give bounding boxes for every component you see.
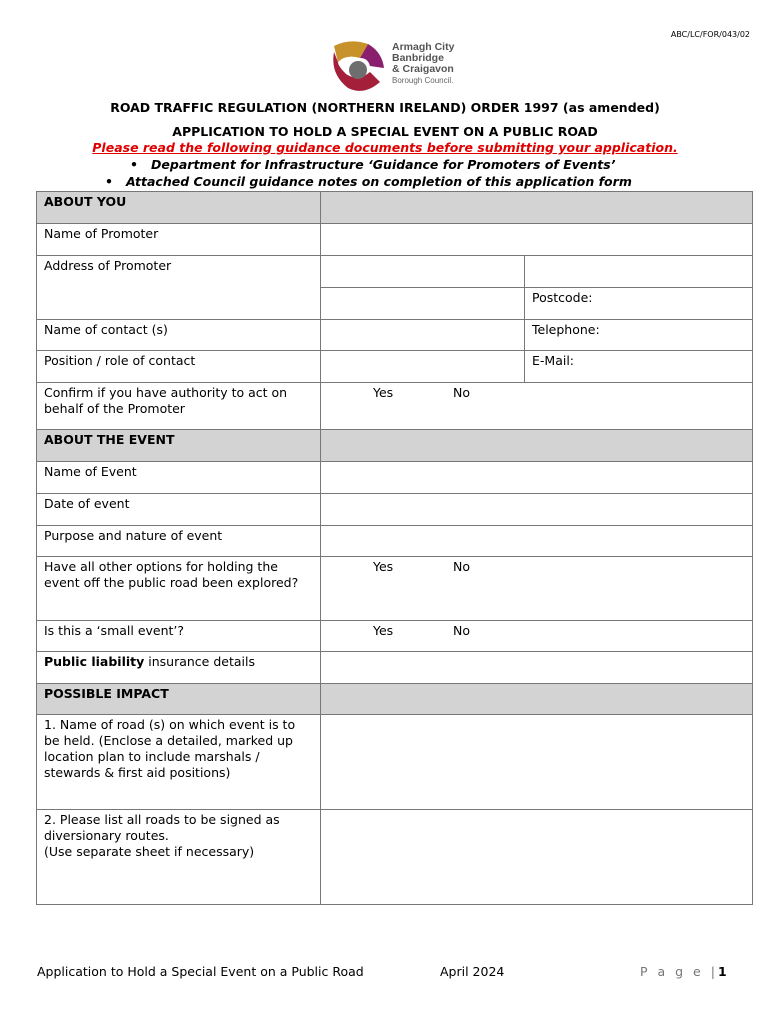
field-label: Address of Promoter (37, 256, 321, 320)
small-event-yes-no[interactable] (321, 621, 753, 652)
authority-yes-no[interactable] (321, 383, 753, 430)
insurance-field[interactable] (321, 652, 753, 684)
field-label: Date of event (37, 494, 321, 526)
table-row (37, 621, 753, 652)
table-row (37, 810, 753, 905)
field-label: Name of Promoter (37, 224, 321, 256)
footer-title: Application to Hold a Special Event on a Public Road (37, 964, 364, 979)
document-title: ROAD TRAFFIC REGULATION (NORTHERN IRELAND) ORDER 1997 (as amended) (110, 100, 660, 115)
event-date-field[interactable] (321, 494, 753, 526)
field-label: Name of contact (s) (37, 320, 321, 351)
guidance-bullet-1: • Department for Infrastructure ‘Guidance for Promoters of Events’ (130, 157, 616, 172)
table-row (37, 351, 753, 383)
diversion-roads-field[interactable] (321, 810, 753, 905)
postcode-field[interactable]: Postcode: (525, 288, 753, 320)
table-row (37, 557, 753, 621)
roads-held-field[interactable] (321, 715, 753, 810)
document-subtitle: APPLICATION TO HOLD A SPECIAL EVENT ON A PUBLIC ROAD (172, 124, 598, 139)
section-heading: POSSIBLE IMPACT (37, 684, 321, 715)
section-heading: ABOUT YOU (37, 192, 321, 224)
field-label: Public liability insurance details (37, 652, 321, 684)
event-name-field[interactable] (321, 462, 753, 494)
field-label: Confirm if you have authority to act on behalf of the Promoter (37, 383, 321, 430)
field-label: Have all other options for holding the event off the public road been explored? (37, 557, 321, 621)
no-option[interactable]: No (453, 559, 470, 574)
council-name: Armagh City Banbridge & Craigavon Borough Council. (392, 41, 455, 85)
table-row (37, 494, 753, 526)
section-about-you (37, 192, 753, 224)
guidance-warning: Please read the following guidance documents before submitting your application. (92, 140, 678, 155)
footer-date: April 2024 (440, 964, 505, 979)
page-number: P a g e |1 (640, 964, 727, 979)
field-label: Is this a ‘small event’? (37, 621, 321, 652)
table-row (37, 224, 753, 256)
yes-option[interactable]: Yes (373, 385, 394, 400)
position-field[interactable] (321, 351, 525, 383)
section-heading: ABOUT THE EVENT (37, 430, 321, 462)
table-row (37, 652, 753, 684)
section-about-event (37, 430, 753, 462)
email-field[interactable]: E-Mail: (525, 351, 753, 383)
field-label: Name of Event (37, 462, 321, 494)
council-logo (330, 38, 470, 96)
section-possible-impact (37, 684, 753, 715)
no-option[interactable]: No (453, 623, 470, 638)
table-row (37, 715, 753, 810)
address-field[interactable] (321, 256, 525, 288)
event-purpose-field[interactable] (321, 526, 753, 557)
field-label: 2. Please list all roads to be signed as diversionary routes. (Use separate sheet if necessary) (37, 810, 321, 905)
table-row (37, 462, 753, 494)
yes-option[interactable]: Yes (373, 559, 394, 574)
table-row (37, 320, 753, 351)
application-form-table (36, 191, 753, 905)
field-label: Position / role of contact (37, 351, 321, 383)
field-label: Purpose and nature of event (37, 526, 321, 557)
promoter-name-field[interactable] (321, 224, 753, 256)
guidance-bullet-2: • Attached Council guidance notes on completion of this application form (105, 174, 632, 189)
yes-option[interactable]: Yes (373, 623, 394, 638)
contact-name-field[interactable] (321, 320, 525, 351)
address-field[interactable] (321, 288, 525, 320)
telephone-field[interactable]: Telephone: (525, 320, 753, 351)
address-field[interactable] (525, 256, 753, 288)
table-row (37, 256, 753, 288)
field-label: 1. Name of road (s) on which event is to be held. (Enclose a detailed, marked up location plan to include marshals / stewards & first aid positions) (37, 715, 321, 810)
table-row (37, 383, 753, 430)
other-options-yes-no[interactable] (321, 557, 753, 621)
council-logo-icon (330, 38, 390, 94)
document-reference: ABC/LC/FOR/043/02 (670, 30, 750, 39)
table-row (37, 526, 753, 557)
no-option[interactable]: No (453, 385, 470, 400)
